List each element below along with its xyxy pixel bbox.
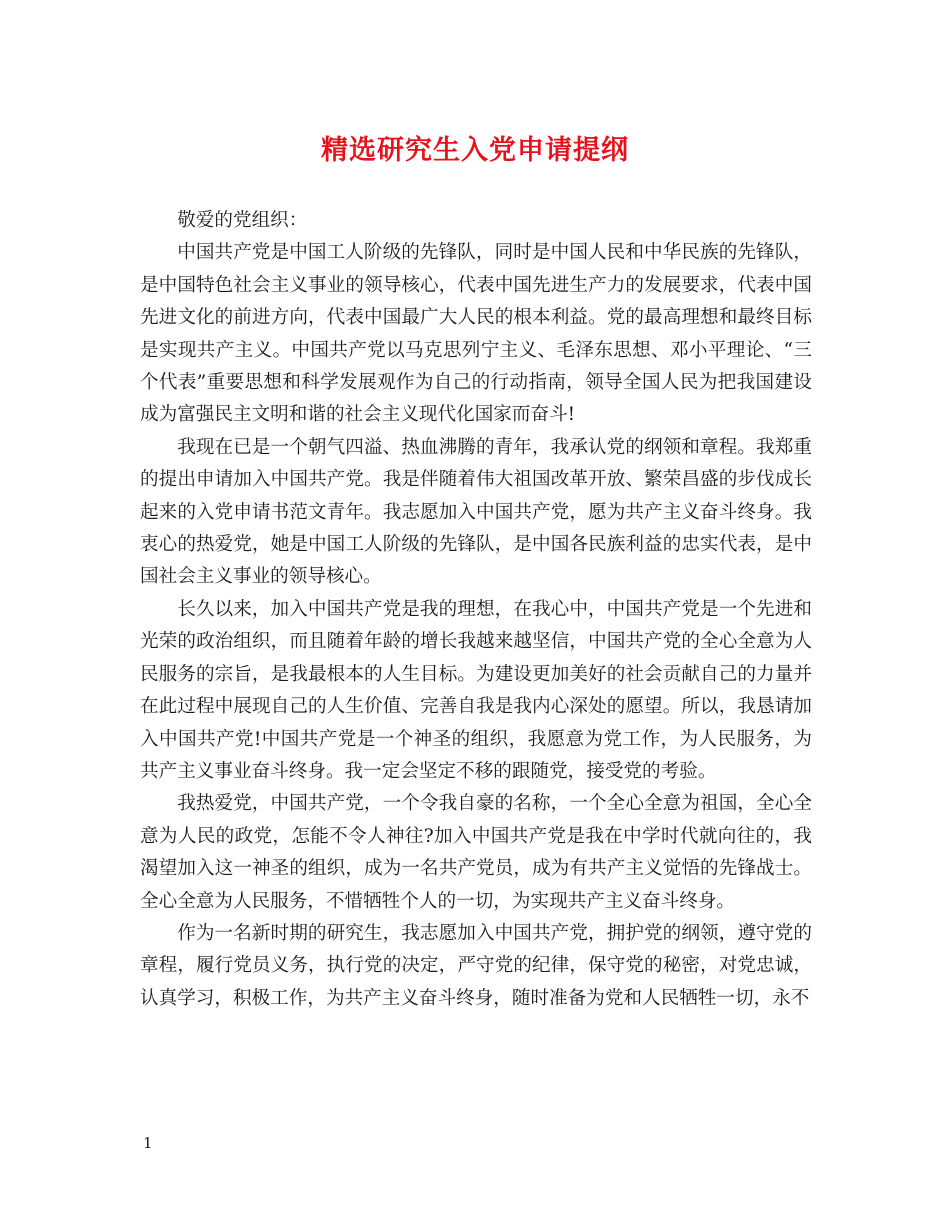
salutation: 敬爱的党组织： [177,210,308,231]
page-number: 1 [143,1134,153,1152]
paragraph-3: 长久以来，加入中国共产党是我的理想，在我心中，中国共产党是一个先进和光荣的政治组织，而且随着年龄的增长我越来越坚信，中国共产党的全心全意为人民服务的宗旨，是我最根本的人生目标。为建设更加美好的社会贡献自己的力量并在此过程中展现自己的人生价值、完善自我是我内心深处的愿望。所以，我恳请加入中国共产党!中国共产党是一个神圣的组织，我愿意为党工作，为人民服务，为共产主义事业奋斗终身。我一定会坚定不移的跟随党，接受党的考验。 [140,598,812,782]
document-title: 精选研究生入党申请提纲 [321,135,629,166]
document-body [140,205,812,1015]
paragraph-1: 中国共产党是中国工人阶级的先锋队，同时是中国人民和中华民族的先锋队，是中国特色社会主义事业的领导核心，代表中国先进生产力的发展要求，代表中国先进文化的前进方向，代表中国最广大人民的根本利益。党的最高理想和最终目标是实现共产主义。中国共产党以马克思列宁主义、毛泽东思想、邓小平理论、“三个代表”重要思想和科学发展观作为自己的行动指南，领导全国人民为把我国建设成为富强民主文明和谐的社会主义现代化国家而奋斗! [140,242,812,426]
paragraph-4: 我热爱党，中国共产党，一个令我自豪的名称，一个全心全意为祖国，全心全意为人民的政党，怎能不令人神往?加入中国共产党是我在中学时代就向往的，我渴望加入这一神圣的组织，成为一名共产党员，成为有共产主义觉悟的先锋战士。全心全意为人民服务，不惜牺牲个人的一切，为实现共产主义奋斗终身。 [140,793,812,912]
paragraph-5: 作为一名新时期的研究生，我志愿加入中国共产党，拥护党的纲领，遵守党的章程，履行党员义务，执行党的决定，严守党的纪律，保守党的秘密，对党忠诚，认真学习，积极工作，为共产主义奋斗终身，随时准备为党和人民牺牲一切，永不 [140,922,812,1009]
paragraph-2: 我现在已是一个朝气四溢、热血沸腾的青年，我承认党的纲领和章程。我郑重的提出申请加入中国共产党。我是伴随着伟大祖国改革开放、繁荣昌盛的步伐成长起来的入党申请书范文青年。我志愿加入中国共产党，愿为共产主义奋斗终身。我衷心的热爱党，她是中国工人阶级的先锋队，是中国各民族利益的忠实代表，是中国社会主义事业的领导核心。 [140,436,812,588]
